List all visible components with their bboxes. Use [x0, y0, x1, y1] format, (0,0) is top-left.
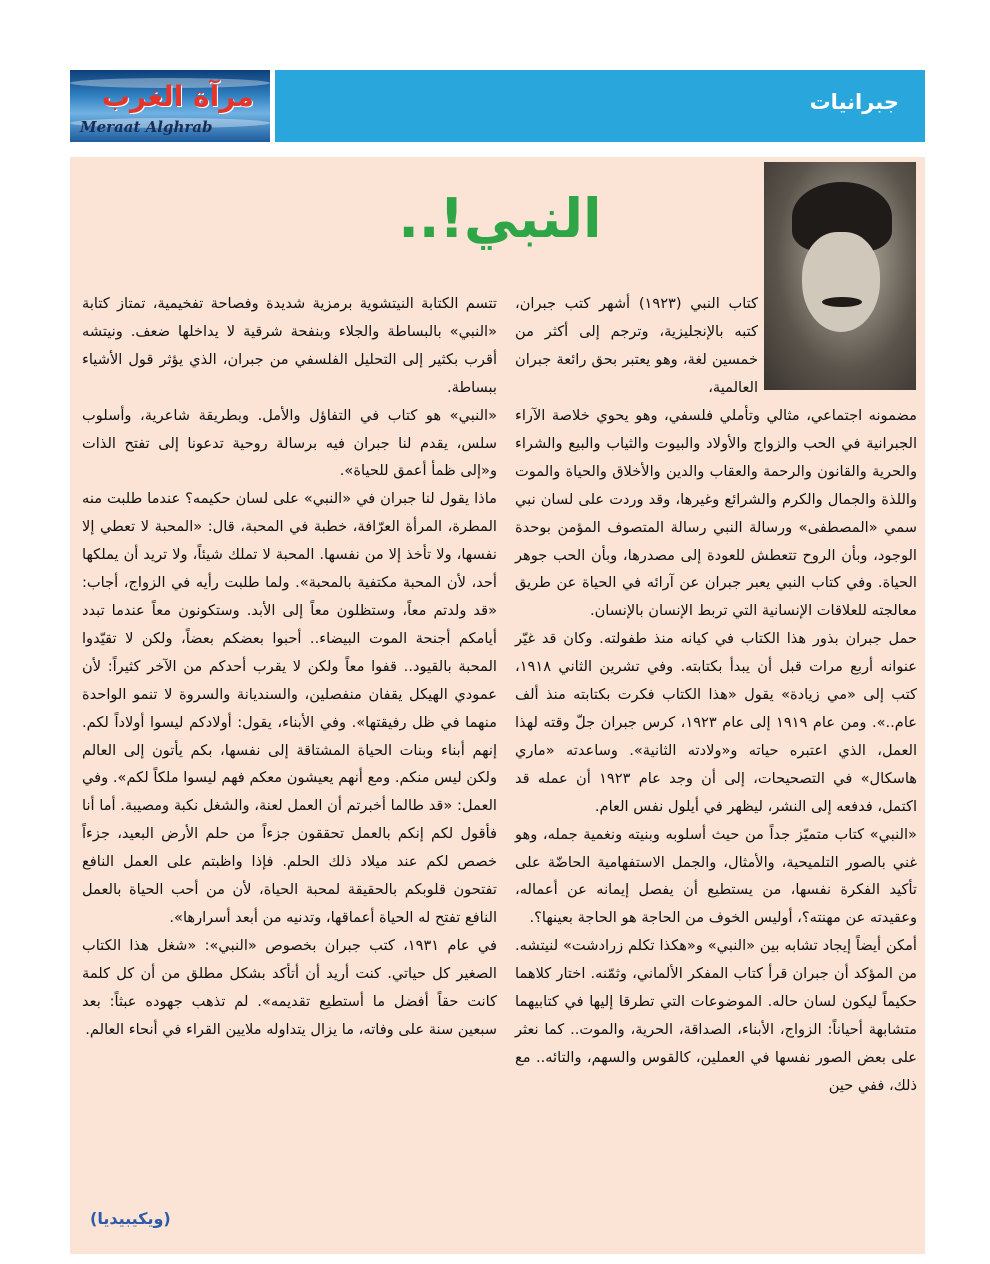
- article-title: النبي!..: [398, 187, 602, 250]
- portrait-moustache: [822, 297, 862, 307]
- article-panel: [70, 157, 925, 1254]
- section-label: جبرانيات: [809, 90, 899, 114]
- article-paragraph: كتاب النبي (١٩٢٣) أشهر كتب جبران، كتبه بالإنجليزية، وترجم إلى أكثر من خمسين لغة، وهو يعتبر بحق رائعة جبران العالمية،: [515, 295, 758, 396]
- magazine-logo: [70, 70, 270, 142]
- article-column-right: [515, 402, 917, 1100]
- page-header: [70, 70, 925, 142]
- article-column-left: [82, 290, 497, 1043]
- article-paragraph: «النبي» كتاب متميّز جداً من حيث أسلوبه وبنيته ونغمية جمله، وهو غني بالصور التلميحية، والأمثال، والجمل الاستفهامية الحاضّة على تأكيد الفكرة نفسها، من يستطيع أن يفصل إيمانه عن أعماله، وعقيدته عن مهنته؟، أوليس الخوف من الحاجة هو الحاجة بعينها؟.: [515, 825, 917, 927]
- article-paragraph: تتسم الكتابة النيتشوية برمزية شديدة وفصاحة تفخيمية، تمتاز كتابة «النبي» بالبساطة والجلاء وبنفحة شرقية لا يداخلها ضعف. ونيتشه أقرب بكثير إلى التحليل الفلسفي من جبران، الذي يؤثر قول الأشياء ببساطة.: [82, 295, 497, 396]
- article-paragraph: مضمونه اجتماعي، مثالي وتأملي فلسفي، وهو يحوي خلاصة الآراء الجبرانية في الحب والزواج والأولاد والبيوت والثياب والبيع والشراء والحرية والقانون والرحمة والعقاب والدين والأخلاق والحياة والموت واللذة والجمال والكرم والشرائع وغيرها، وقد وردت على لسان نبي سمي «المصطفى» ورسالة النبي رسالة المتصوف المؤمن بوحدة الوجود، وبأن الروح تتعطش للعودة إلى مصدرها، وبأن الحب جوهر الحياة. وفي كتاب النبي يعبر جبران عن آرائه في الحياة عن طريق معالجته للعلاقات الإنسانية التي تربط الإنسان بالإنسان.: [515, 407, 917, 620]
- article-paragraph: ماذا يقول لنا جبران في «النبي» على لسان حكيمه؟ عندما طلبت منه المطرة، المرأة العرّافة، خطبة في المحبة، قال: «المحبة لا تعطي إلا نفسها، ولا تأخذ إلا من نفسها. المحبة لا تملك شيئاً، ولا تريد أن يملكها أحد، لأن المحبة مكتفية بالمحبة». ولما طلبت رأيه في الزواج، أجاب: «قد ولدتم معاً، وستظلون معاً إلى الأبد. وستكونون معاً عندما تبدد أيامكم أجنحة الموت البيضاء.. أحبوا بعضكم بعضاً، ولكن لا تقيّدوا المحبة بالقيود.. قفوا معاً ولكن لا يقرب أحدكم من الآخر كثيراً: لأن عمودي الهيكل يقفان منفصلين، والسنديانة والسروة لا تنمو الواحدة منهما في ظل رفيقتها». وفي الأبناء، يقول: أولادكم ليسوا أولاداً لكم. إنهم أبناء وبنات الحياة المشتاقة إلى نفسها، بكم يأتون إلى العالم ولكن ليس منكم. ومع أنهم يعيشون معكم فهم ليسوا ملكاً لكم». وفي العمل: «قد طالما أخبرتم أن العمل لعنة، والشغل نكبة ومصيبة. أما أنا فأقول لكم إنكم بالعمل تحققون جزءاً من حلم الأرض البعيد، جزءاً خصص لكم عند ميلاد ذلك الحلم. فإذا واظبتم على العمل النافع تفتحون قلوبكم بالحقيقة لمحبة الحياة، لأن من أحب الحياة بالعمل النافع تفتح له الحياة أعماقها، وتدنيه من أبعد أسرارها».: [82, 490, 497, 926]
- article-paragraph: في عام ١٩٣١، كتب جبران بخصوص «النبي»: «شغل هذا الكتاب الصغير كل حياتي. كنت أريد أن أتأكد بشكل مطلق من أن كل كلمة كانت حقاً أفضل ما أستطيع تقديمه». لم تذهب جهوده عبثاً: بعد سبعين سنة على وفاته، ما يزال يتداوله ملايين القراء في أنحاء العالم.: [82, 936, 497, 1038]
- author-portrait-image: [764, 162, 916, 390]
- logo-text-english: Meraat Alghrab: [80, 118, 213, 136]
- logo-text-arabic: مرآة الغرب: [101, 80, 254, 113]
- article-source: (ويكيبيديا): [90, 1209, 171, 1228]
- header-band: [275, 70, 925, 142]
- portrait-face: [802, 232, 880, 332]
- article-paragraph: أمكن أيضاً إيجاد تشابه بين «النبي» و«هكذا تكلم زرادشت» لنيتشه. من المؤكد أن جبران قرأ كتاب المفكر الألماني، وثمّنه. اختار كلاهما حكيماً ليكون لسان حاله. الموضوعات التي تطرقا إليها في كتابيهما متشابهة أحياناً: الزواج، الأبناء، الصداقة، الحرية، والموت.. كما نعثر على بعض الصور نفسها في العملين، كالقوس والسهم، والتائه.. مع ذلك، ففي حين: [515, 937, 917, 1094]
- article-paragraph: حمل جبران بذور هذا الكتاب في كيانه منذ طفولته. وكان قد غيّر عنوانه أربع مرات قبل أن يبدأ بكتابته. وفي تشرين الثاني ١٩١٨، كتب إلى «مي زيادة» يقول «هذا الكتاب فكرت بكتابته منذ ألف عام..». ومن عام ١٩١٩ إلى عام ١٩٢٣، كرس جبران جلّ وقته لهذا العمل، الذي اعتبره حياته و«ولادته الثانية». وساعدته «ماري هاسكال» في التصحيحات، إلى أن وجد عام ١٩٢٣ أن عمله قد اكتمل، فدفعه إلى النشر، ليظهر في أيلول نفس العام.: [515, 630, 917, 815]
- article-column-right-intro: [515, 290, 758, 402]
- article-paragraph: «النبي» هو كتاب في التفاؤل والأمل. وبطريقة شاعرية، وأسلوب سلس، يقدم لنا جبران فيه برسالة روحية تدعونا إلى تفتح الذات و«إلى ظمأ أعمق للحياة».: [82, 406, 497, 480]
